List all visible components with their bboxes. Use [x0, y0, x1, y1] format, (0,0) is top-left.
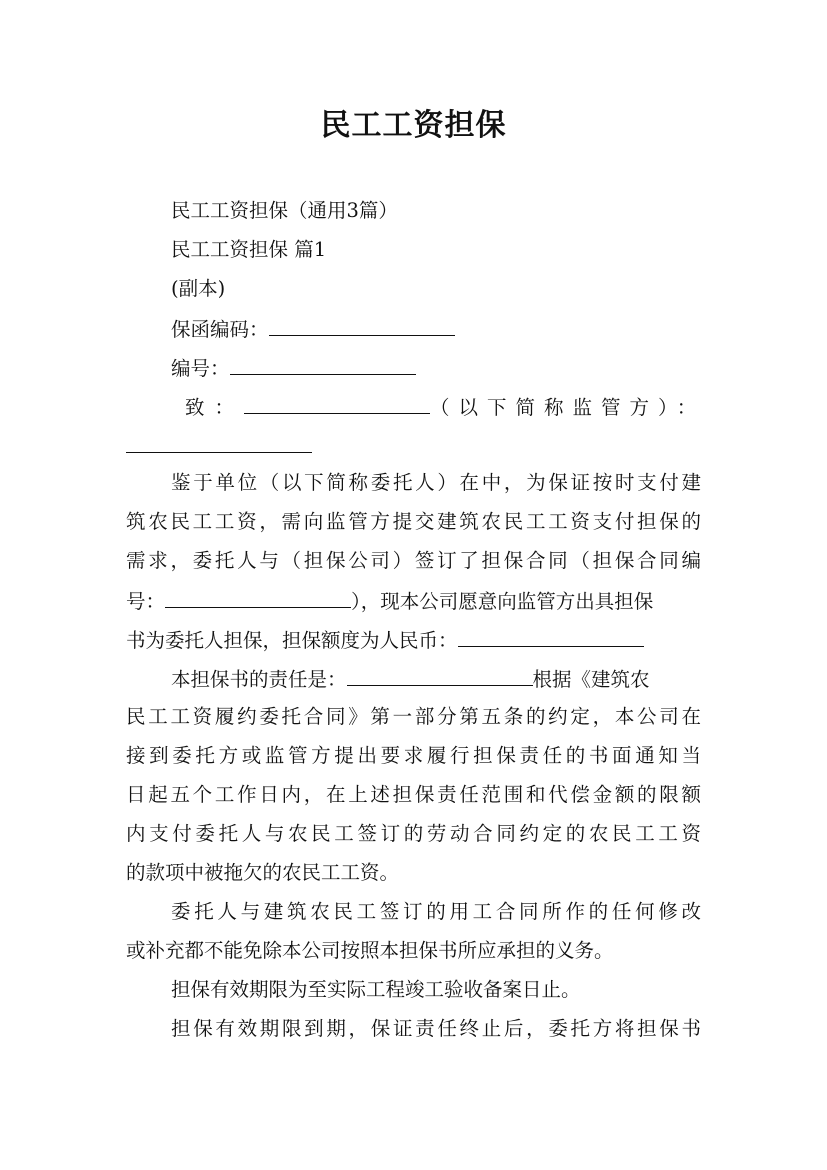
paragraph-line: 担保有效期限为至实际工程竣工验收备案日止。: [171, 978, 581, 1001]
paragraph-line: 日起五个工作日内，在上述担保责任范围和代偿金额的限额: [126, 783, 701, 806]
paragraph-line: 本担保书的责任是： 根据《建筑农: [171, 665, 650, 693]
paragraph-line: 号： ），现本公司愿意向监管方出具担保: [126, 587, 653, 615]
subtitle-line: 民工工资担保（通用3篇）: [171, 199, 398, 222]
paragraph-line: 或补充都不能免除本公司按照本担保书所应承担的义务。: [126, 939, 614, 962]
paragraph-line: 鉴于单位（以下简称委托人）在中，为保证按时支付建: [171, 471, 701, 494]
blank-field: [347, 665, 533, 686]
blank-field: [165, 587, 351, 608]
blank-field: [269, 315, 455, 336]
document-title: 民工工资担保: [320, 108, 507, 143]
blank-field: [458, 626, 644, 647]
paragraph-line: 筑农民工工资，需向监管方提交建筑农民工工资支付担保的: [126, 510, 701, 533]
paragraph-line: 内支付委托人与农民工签订的劳动合同约定的农民工工资: [126, 822, 701, 845]
number-line: 编号：: [171, 354, 416, 382]
paragraph-line: 民工工资履约委托合同》第一部分第五条的约定，本公司在: [126, 705, 701, 728]
section-heading: 民工工资担保 篇1: [171, 238, 327, 261]
paragraph-line: 委托人与建筑农民工签订的用工合同所作的任何修改: [171, 900, 701, 923]
copy-label: (副本): [171, 277, 226, 300]
paragraph-line: 担保有效期限到期，保证责任终止后，委托方将担保书: [171, 1017, 701, 1040]
blank-field: [126, 432, 312, 453]
paragraph-line: 需求，委托人与（担保公司）签订了担保合同（担保合同编: [126, 549, 701, 572]
blank-field: [244, 393, 430, 414]
addressee-line: 致： （以下简称监管方）：: [185, 393, 701, 421]
blank-field: [230, 354, 416, 375]
addressee-blank-line: [126, 432, 312, 460]
paragraph-line: 的款项中被拖欠的农民工工资。: [126, 861, 400, 884]
paragraph-line: 书为委托人担保，担保额度为人民币：: [126, 626, 644, 654]
guarantee-code-line: 保函编码：: [171, 315, 455, 343]
paragraph-line: 接到委托方或监管方提出要求履行担保责任的书面通知当: [126, 744, 701, 767]
